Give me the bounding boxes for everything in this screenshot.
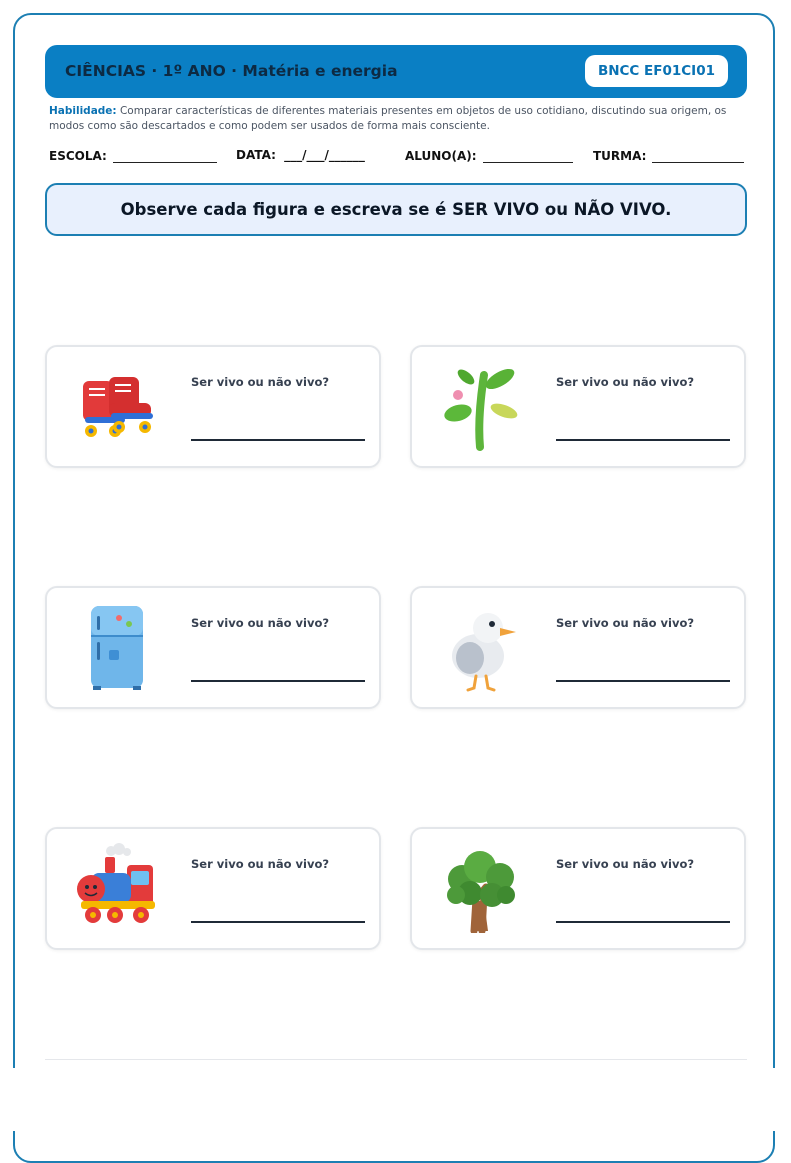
answer-line[interactable] [556,439,730,441]
question-card [45,827,381,950]
turma-field[interactable] [593,148,744,163]
question-card [410,827,746,950]
toy-train-icon [71,843,161,933]
page-title: CIÊNCIAS · 1º ANO · Matéria e energia [65,62,398,80]
turma-label: TURMA: [593,149,647,163]
answer-line[interactable] [191,680,365,682]
habilidade-text [49,104,739,134]
turma-blank[interactable] [652,148,744,163]
tree-icon [436,843,526,933]
answer-line[interactable] [191,439,365,441]
escola-label: ESCOLA: [49,149,107,163]
data-field[interactable] [236,148,365,162]
question-text: Ser vivo ou não vivo? [556,616,695,630]
question-text: Ser vivo ou não vivo? [556,375,695,389]
question-text: Ser vivo ou não vivo? [191,375,330,389]
instruction-box: Observe cada figura e escreva se é SER VIVO ou NÃO VIVO. [45,183,747,236]
question-card [45,345,381,468]
question-card [410,345,746,468]
question-card [45,586,381,709]
escola-blank[interactable] [113,148,217,163]
habilidade-description: Comparar características de diferentes materiais presentes em objetos de uso cotidiano, discutindo sua origem, os modos como são descartados e como podem ser usados de forma mais consciente. [49,105,727,132]
data-blank[interactable]: ___/___/______ [284,148,365,162]
student-info-row [49,148,749,170]
bncc-badge: BNCC EF01CI01 [585,55,728,87]
plant-icon [436,361,526,451]
aluno-blank[interactable] [483,148,573,163]
footer-divider [45,1059,747,1060]
header-bar [45,45,747,98]
answer-line[interactable] [556,921,730,923]
data-label: DATA: [236,148,276,162]
page-bottom-margin [0,1068,791,1131]
question-text: Ser vivo ou não vivo? [191,616,330,630]
answer-line[interactable] [556,680,730,682]
seagull-icon [436,602,526,692]
roller-skates-icon [71,361,161,451]
refrigerator-icon [71,602,161,692]
question-card [410,586,746,709]
habilidade-label: Habilidade: [49,105,117,117]
answer-line[interactable] [191,921,365,923]
escola-field[interactable] [49,148,217,163]
aluno-field[interactable] [405,148,573,163]
aluno-label: ALUNO(A): [405,149,477,163]
question-text: Ser vivo ou não vivo? [556,857,695,871]
question-text: Ser vivo ou não vivo? [191,857,330,871]
